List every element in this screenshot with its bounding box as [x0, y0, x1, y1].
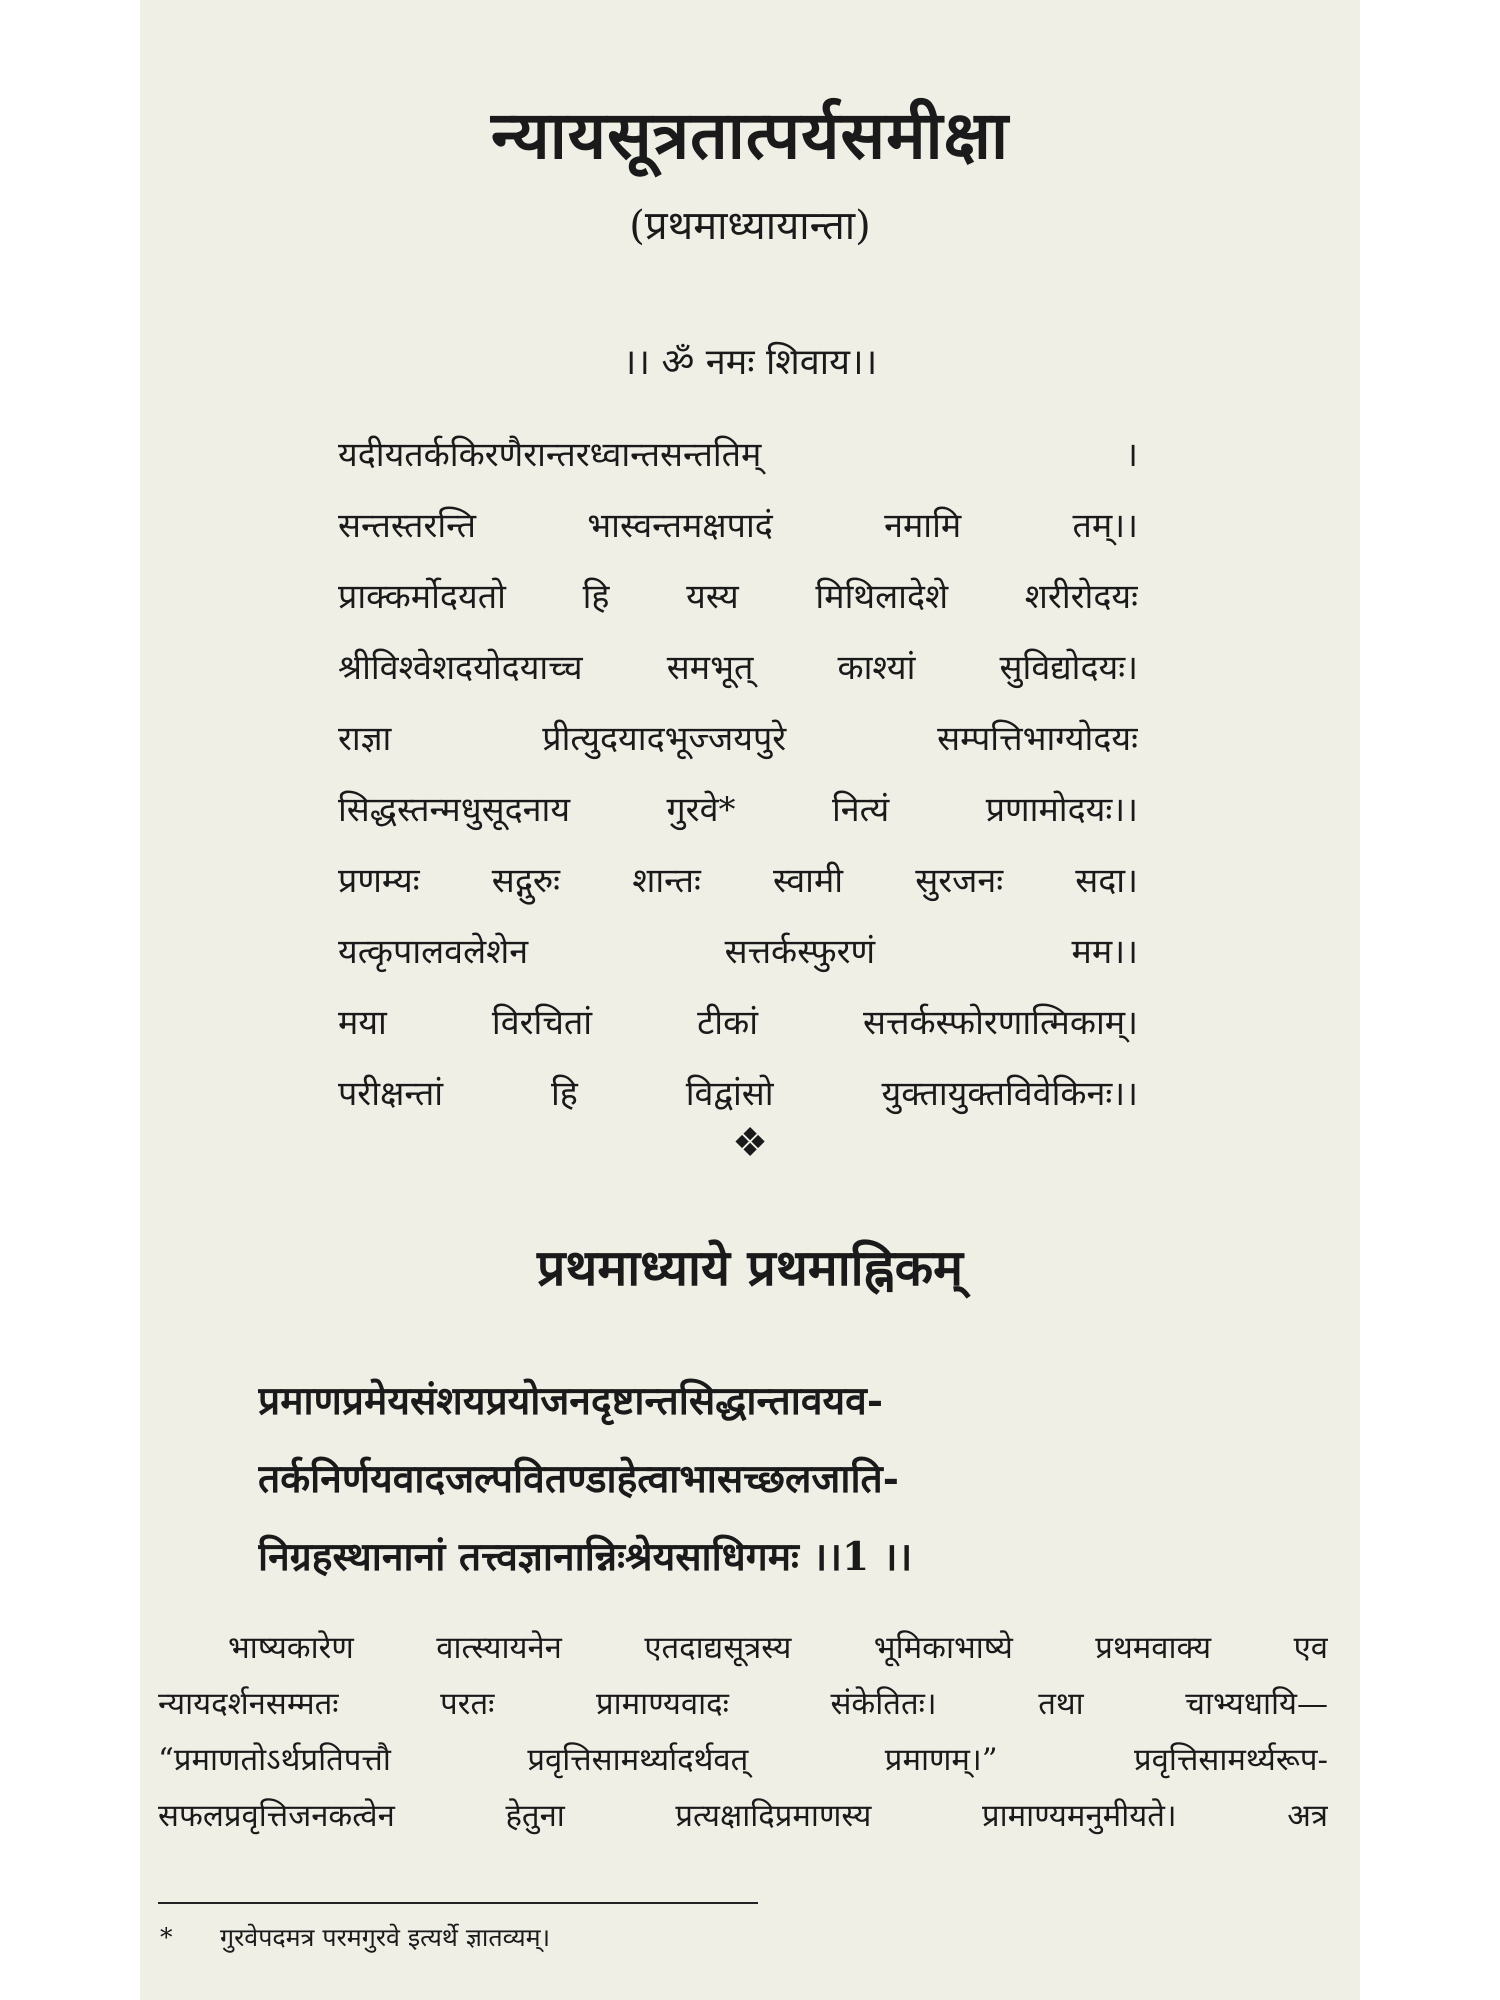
verse-line: सिद्धस्तन्मधुसूदनाय गुरवे* नित्यं प्रणामोदयः।। — [338, 790, 1138, 830]
verse-block — [338, 420, 1138, 1130]
sutra-line: निग्रहस्थानानां तत्त्वज्ञानान्निःश्रेयसाधिगमः ।।1 ।। — [258, 1534, 913, 1580]
footnote-text: गुरवेपदमत्र परमगुरवे इत्यर्थे ज्ञातव्यम्। — [220, 1923, 551, 1952]
verse-line: यत्कृपालवलेशेन सत्तर्कस्फुरणं मम।। — [338, 932, 1138, 972]
verse-line: परीक्षन्तां हि विद्वांसो युक्तायुक्तविवेकिनः।। — [338, 1074, 1138, 1114]
book-page — [140, 0, 1360, 2000]
sutra-line: तर्कनिर्णयवादजल्पवितण्डाहेत्वाभासच्छलजाति- — [258, 1456, 899, 1502]
footnote-marker: * — [160, 1923, 173, 1952]
verse-line: मया विरचितां टीकां सत्तर्कस्फोरणात्मिकाम्। — [338, 1003, 1138, 1043]
footnote — [160, 1920, 550, 1954]
sutra-block — [258, 1362, 1268, 1596]
sutra-line: प्रमाणप्रमेयसंशयप्रयोजनदृष्टान्तसिद्धान्तावयव- — [258, 1378, 884, 1424]
section-heading: प्रथमाध्याये प्रथमाह्निकम् — [536, 1238, 963, 1297]
verse-line: प्रणम्यः सद्गुरुः शान्तः स्वामी सुरजनः सदा। — [338, 861, 1138, 901]
commentary-paragraph — [158, 1620, 1328, 1844]
verse-line: प्राक्कर्मोदयतो हि यस्य मिथिलादेशे शरीरोदयः — [338, 577, 1138, 617]
commentary-line: सफलप्रवृत्तिजनकत्वेन हेतुना प्रत्यक्षादिप्रमाणस्य प्रामाण्यमनुमीयते। अत्र — [158, 1798, 1328, 1834]
verse-line: यदीयतर्ककिरणैरान्तरध्वान्तसन्ततिम् । — [338, 435, 1138, 475]
footnote-divider — [158, 1902, 758, 1904]
page-title: न्यायसूत्रतात्पर्यसमीक्षा — [490, 96, 1010, 174]
verse-line: राज्ञा प्रीत्युदयादभूज्जयपुरे सम्पत्तिभाग्योदयः — [338, 719, 1138, 759]
invocation: ।। ॐ नमः शिवाय।। — [622, 342, 878, 383]
commentary-line: “प्रमाणतोऽर्थप्रतिपत्तौ प्रवृत्तिसामर्थ्यादर्थवत् प्रमाणम्।” प्रवृत्तिसामर्थ्यरूप- — [158, 1742, 1328, 1778]
ornament-icon: ❖ — [732, 1120, 768, 1166]
page-subtitle: (प्रथमाध्यायान्ता) — [629, 203, 871, 249]
commentary-line: भाष्यकारेण वात्स्यायनेन एतदाद्यसूत्रस्य भूमिकाभाष्ये प्रथमवाक्य एव — [228, 1630, 1328, 1666]
commentary-line: न्यायदर्शनसम्मतः परतः प्रामाण्यवादः संकेतितः। तथा चाभ्यधायि— — [158, 1686, 1328, 1722]
verse-line: सन्तस्तरन्ति भास्वन्तमक्षपादं नमामि तम्।। — [338, 506, 1138, 546]
verse-line: श्रीविश्वेशदयोदयाच्च समभूत् काश्यां सुविद्योदयः। — [338, 648, 1138, 688]
